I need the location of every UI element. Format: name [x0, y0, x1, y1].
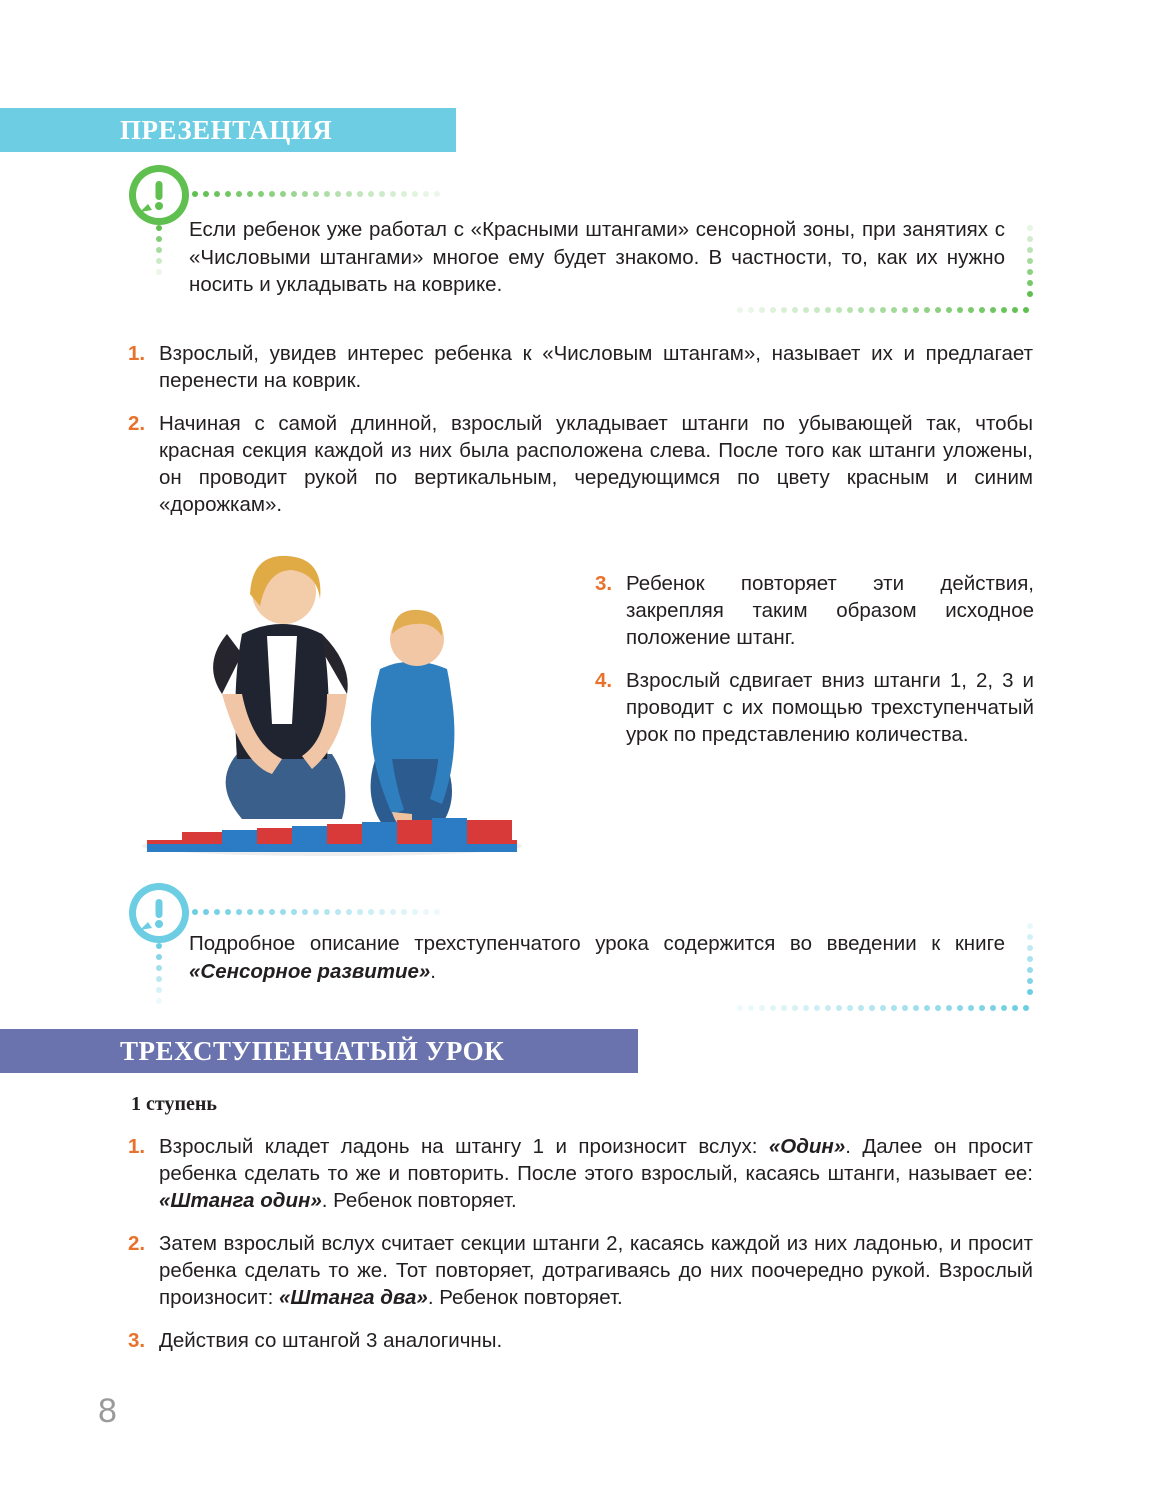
border-dot — [770, 1005, 776, 1011]
border-dot — [280, 909, 286, 915]
border-dot — [156, 965, 162, 971]
border-dot — [156, 258, 162, 264]
border-dot — [1027, 967, 1033, 973]
border-dot — [390, 909, 396, 915]
stage-heading: 1 ступень — [131, 1093, 217, 1115]
border-dot — [1027, 945, 1033, 951]
border-dot — [935, 1005, 941, 1011]
list-item: 3. Ребенок повторяет эти действия, закрепляя таким образом исходное положение штанг. — [595, 572, 1034, 649]
border-dot — [803, 307, 809, 313]
border-dot — [156, 236, 162, 242]
border-dot — [968, 1005, 974, 1011]
border-dot — [737, 1005, 743, 1011]
section-title: ТРЕХСТУПЕНЧАТЫЙ УРОК — [120, 1035, 505, 1066]
exclamation-bubble-icon — [128, 164, 190, 226]
border-dot — [291, 909, 297, 915]
border-dot — [891, 307, 897, 313]
list-item: 2. Начиная с самой длинной, взрослый укладывает штанги по убывающей так, чтобы красная секция каждой из них была расположена слева. После того как штанги уложены, он проводит рукой по вертикальным, чередующимся по цвету красным и синим «дорожкам». — [128, 412, 1033, 516]
note-text-1: Если ребенок уже работал с «Красными штангами» сенсорной зоны, при занятиях с «Числовыми штангами» многое ему будет знакомо. В частности, то, как их нужно носить и укладывать на коврике. — [189, 218, 1005, 296]
note1-right-dots — [1027, 225, 1033, 297]
border-dot — [913, 1005, 919, 1011]
exclamation-bubble-icon — [128, 882, 190, 944]
border-dot — [357, 191, 363, 197]
border-dot — [156, 987, 162, 993]
border-dot — [1027, 280, 1033, 286]
border-dot — [434, 191, 440, 197]
border-dot — [946, 307, 952, 313]
border-dot — [313, 191, 319, 197]
note1-top-dots — [192, 191, 440, 197]
border-dot — [156, 954, 162, 960]
border-dot — [280, 191, 286, 197]
border-dot — [156, 247, 162, 253]
border-dot — [792, 307, 798, 313]
border-dot — [1012, 1005, 1018, 1011]
border-dot — [379, 909, 385, 915]
border-dot — [423, 191, 429, 197]
border-dot — [990, 307, 996, 313]
border-dot — [825, 1005, 831, 1011]
border-dot — [368, 909, 374, 915]
border-dot — [192, 191, 198, 197]
border-dot — [748, 307, 754, 313]
border-dot — [880, 1005, 886, 1011]
border-dot — [1027, 236, 1033, 242]
border-dot — [1001, 1005, 1007, 1011]
border-dot — [781, 1005, 787, 1011]
book-title: «Сенсорное развитие» — [189, 959, 431, 983]
border-dot — [214, 191, 220, 197]
border-dot — [269, 909, 275, 915]
border-dot — [156, 269, 162, 275]
border-dot — [858, 307, 864, 313]
border-dot — [979, 1005, 985, 1011]
section-title: ПРЕЗЕНТАЦИЯ — [120, 114, 333, 145]
border-dot — [1027, 269, 1033, 275]
border-dot — [214, 909, 220, 915]
border-dot — [258, 909, 264, 915]
border-dot — [1023, 1005, 1029, 1011]
presentation-steps-continued — [595, 570, 1034, 764]
border-dot — [792, 1005, 798, 1011]
border-dot — [946, 1005, 952, 1011]
presentation-steps — [128, 340, 1033, 534]
border-dot — [781, 307, 787, 313]
border-dot — [748, 1005, 754, 1011]
border-dot — [156, 998, 162, 1004]
list-item: 3. Действия со штангой 3 аналогичны. — [128, 1329, 503, 1352]
boy-figure — [371, 610, 455, 829]
border-dot — [847, 1005, 853, 1011]
border-dot — [957, 1005, 963, 1011]
section-banner-three-step-lesson — [0, 1029, 638, 1073]
border-dot — [836, 1005, 842, 1011]
border-dot — [390, 191, 396, 197]
border-dot — [1001, 307, 1007, 313]
border-dot — [335, 191, 341, 197]
border-dot — [858, 1005, 864, 1011]
border-dot — [225, 191, 231, 197]
border-dot — [1027, 225, 1033, 231]
border-dot — [880, 307, 886, 313]
list-item: 4. Взрослый сдвигает вниз штанги 1, 2, 3 и проводит с их помощью трехступенчатый урок по представлению количества. — [595, 669, 1034, 746]
border-dot — [1023, 307, 1029, 313]
border-dot — [913, 307, 919, 313]
border-dot — [869, 307, 875, 313]
border-dot — [803, 1005, 809, 1011]
border-dot — [770, 307, 776, 313]
border-dot — [1027, 978, 1033, 984]
border-dot — [236, 909, 242, 915]
border-dot — [737, 307, 743, 313]
list-item: 2. Затем взрослый вслух считает секции штанги 2, касаясь каждой из них ладонью, и просит ребенка сделать то же. Тот повторяет, дотрагиваясь до них поочередно рукой. Взрослый произносит: «Штанга два». Ребенок повторяет. — [128, 1232, 1033, 1309]
border-dot — [1012, 307, 1018, 313]
border-dot — [291, 191, 297, 197]
border-dot — [156, 976, 162, 982]
border-dot — [902, 307, 908, 313]
list-item: 1. Взрослый, увидев интерес ребенка к «Числовым штангам», называет их и предлагает перенести на коврик. — [128, 342, 1033, 392]
page-number: 8 — [98, 1392, 117, 1430]
border-dot — [990, 1005, 996, 1011]
number-rods — [147, 818, 517, 852]
border-dot — [423, 909, 429, 915]
border-dot — [313, 909, 319, 915]
border-dot — [368, 191, 374, 197]
border-dot — [836, 307, 842, 313]
border-dot — [357, 909, 363, 915]
border-dot — [302, 909, 308, 915]
border-dot — [269, 191, 275, 197]
border-dot — [302, 191, 308, 197]
section-banner-presentation — [0, 108, 456, 152]
border-dot — [1027, 989, 1033, 995]
border-dot — [1027, 291, 1033, 297]
stage1-steps — [128, 1133, 1034, 1370]
border-dot — [1027, 258, 1033, 264]
border-dot — [401, 191, 407, 197]
border-dot — [434, 909, 440, 915]
border-dot — [379, 191, 385, 197]
border-dot — [203, 191, 209, 197]
border-dot — [979, 307, 985, 313]
border-dot — [203, 909, 209, 915]
border-dot — [346, 909, 352, 915]
border-dot — [1027, 247, 1033, 253]
woman-figure — [213, 556, 348, 819]
border-dot — [1027, 934, 1033, 940]
border-dot — [891, 1005, 897, 1011]
border-dot — [258, 191, 264, 197]
border-dot — [869, 1005, 875, 1011]
border-dot — [957, 307, 963, 313]
border-dot — [236, 191, 242, 197]
border-dot — [924, 1005, 930, 1011]
border-dot — [814, 307, 820, 313]
border-dot — [412, 191, 418, 197]
border-dot — [324, 191, 330, 197]
border-dot — [247, 909, 253, 915]
list-item: 1. Взрослый кладет ладонь на штангу 1 и произносит вслух: «Один». Далее он просит ребенка сделать то же и повторить. После этого взрослый, касаясь штанги, называет ее: «Штанга один». Ребенок повторяет. — [128, 1135, 1034, 1212]
border-dot — [346, 191, 352, 197]
border-dot — [924, 307, 930, 313]
border-dot — [225, 909, 231, 915]
border-dot — [1027, 956, 1033, 962]
border-dot — [759, 307, 765, 313]
photo-woman-and-boy-with-number-rods — [142, 544, 522, 860]
border-dot — [324, 909, 330, 915]
border-dot — [968, 307, 974, 313]
border-dot — [902, 1005, 908, 1011]
border-dot — [814, 1005, 820, 1011]
border-dot — [412, 909, 418, 915]
note-text-2: Подробное описание трехступенчатого урока содержится во введении к книге «Сенсорное развитие». — [189, 932, 1005, 983]
border-dot — [825, 307, 831, 313]
border-dot — [335, 909, 341, 915]
border-dot — [935, 307, 941, 313]
border-dot — [247, 191, 253, 197]
border-dot — [759, 1005, 765, 1011]
note1-bottom-dots — [737, 307, 1029, 313]
border-dot — [847, 307, 853, 313]
border-dot — [192, 909, 198, 915]
border-dot — [401, 909, 407, 915]
note1-left-dots — [156, 225, 162, 275]
border-dot — [1027, 923, 1033, 929]
